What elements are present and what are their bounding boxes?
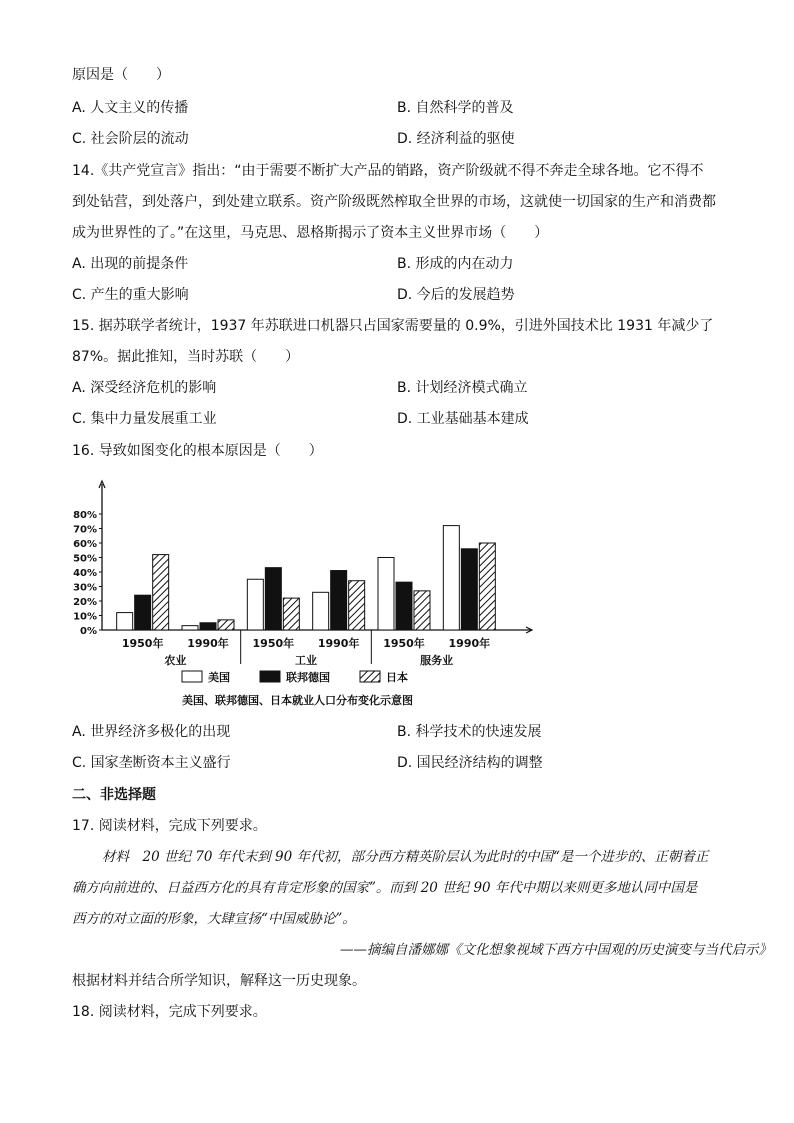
q15-option-d: D. 工业基础基本建成 [397,411,529,427]
chart-legend [182,670,408,684]
legend-label: 美国 [208,671,230,684]
q13-option-b: B. 自然科学的普及 [397,100,514,116]
q17-stem: 17. 阅读材料，完成下列要求。 [72,818,267,834]
q16-option-a: A. 世界经济多极化的出现 [72,724,231,740]
y-tick-label: 70% [73,524,97,536]
q15-stem-line2: 87%。据此推知，当时苏联（ ） [72,349,300,365]
x-category-label: 1950年 [252,637,295,650]
q15-option-b: B. 计划经济模式确立 [397,380,528,396]
q14-option-c: C. 产生的重大影响 [72,287,189,303]
employment-distribution-chart [72,478,542,713]
bar [247,579,263,630]
bar [443,526,459,630]
q13-option-a: A. 人文主义的传播 [72,100,189,116]
y-tick-label: 10% [73,611,97,623]
q17-material-line3: 西方的对立面的形象，大肆宣扬“中国威胁论”。 [72,911,356,927]
bar [378,558,394,631]
q13-option-d: D. 经济利益的驱使 [397,131,515,147]
q14-stem-line2: 到处钻营，到处落户，到处建立联系。资产阶级既然榨取全世界的市场，这就使一切国家的生产和消费都 [72,194,716,210]
x-category-label: 1990年 [317,637,360,650]
q14-option-a: A. 出现的前提条件 [72,256,189,272]
bar [117,613,133,630]
bar [396,582,412,630]
legend-swatch [360,671,380,682]
legend-label: 联邦德国 [286,671,330,684]
bar [414,591,430,630]
q17-question: 根据材料并结合所学知识，解释这一历史现象。 [72,973,366,989]
y-tick-label: 40% [73,568,97,579]
q17-material-line1: 材料 20 世纪 70 年代末到 90 年代初，部分西方精英阶层认为此时的中国“是一个进步的、正朝着正 [102,849,709,865]
section-heading: 二、非选择题 [72,787,156,803]
bar [349,581,365,630]
y-tick-label: 30% [73,582,97,594]
x-group-label: 服务业 [420,654,454,667]
bar [153,555,169,630]
q18-stem: 18. 阅读材料，完成下列要求。 [72,1004,267,1020]
q16-option-d: D. 国民经济结构的调整 [397,755,543,771]
q14-stem-line1: 14.《共产党宣言》指出：“由于需要不断扩大产品的销路，资产阶级就不得不奔走全球各地。它不得不 [72,163,704,179]
x-category-label: 1950年 [121,637,164,650]
x-category-label: 1990年 [187,637,229,650]
y-tick-label: 80% [73,510,97,521]
q16-option-b: B. 科学技术的快速发展 [397,724,542,740]
y-tick-label: 0% [80,626,97,637]
q15-option-a: A. 深受经济危机的影响 [72,380,217,396]
legend-label: 日本 [386,671,408,684]
bar [200,623,216,630]
x-category-label: 1990年 [448,637,491,650]
chart-title: 美国、联邦德国、日本就业人口分布变化示意图 [182,694,413,707]
q15-option-c: C. 集中力量发展重工业 [72,411,217,427]
q14-stem-line3: 成为世界性的了。”在这里，马克思、恩格斯揭示了资本主义世界市场（ ） [72,225,549,241]
q17-source: ——摘编自潘娜娜《文化想象视域下西方中国观的历史演变与当代启示》 [340,942,772,958]
y-tick-label: 50% [73,553,97,565]
q14-option-d: D. 今后的发展趋势 [397,287,515,303]
bar [331,571,347,630]
q15-stem-line1: 15. 据苏联学者统计，1937 年苏联进口机器只占国家需要量的 0.9%，引进外国技术比 1931 年减少了 [72,318,714,334]
x-category-label: 1950年 [383,637,425,650]
bar [218,620,234,630]
x-group-label: 农业 [164,654,187,667]
q17-material-line2: 确方向前进的、日益西方化的具有肯定形象的国家”。而到 20 世纪 90 年代中期以来则更多地认同中国是 [72,880,698,896]
y-tick-label: 60% [73,539,97,550]
bar [135,595,151,630]
bar [313,592,329,630]
q13-option-c: C. 社会阶层的流动 [72,131,189,147]
q16-option-c: C. 国家垄断资本主义盛行 [72,755,231,771]
bar [283,598,299,630]
q14-option-b: B. 形成的内在动力 [397,256,514,272]
bar [265,568,281,630]
q16-stem: 16. 导致如图变化的根本原因是（ ） [72,443,323,459]
q13-stem-tail: 原因是（ ） [72,67,170,83]
y-tick-label: 20% [73,597,97,608]
bar [479,543,495,630]
x-group-label: 工业 [295,654,317,667]
bar [461,549,477,630]
legend-swatch [182,671,202,682]
bar [182,626,198,630]
legend-swatch [260,671,280,682]
chart-bars [117,526,496,630]
